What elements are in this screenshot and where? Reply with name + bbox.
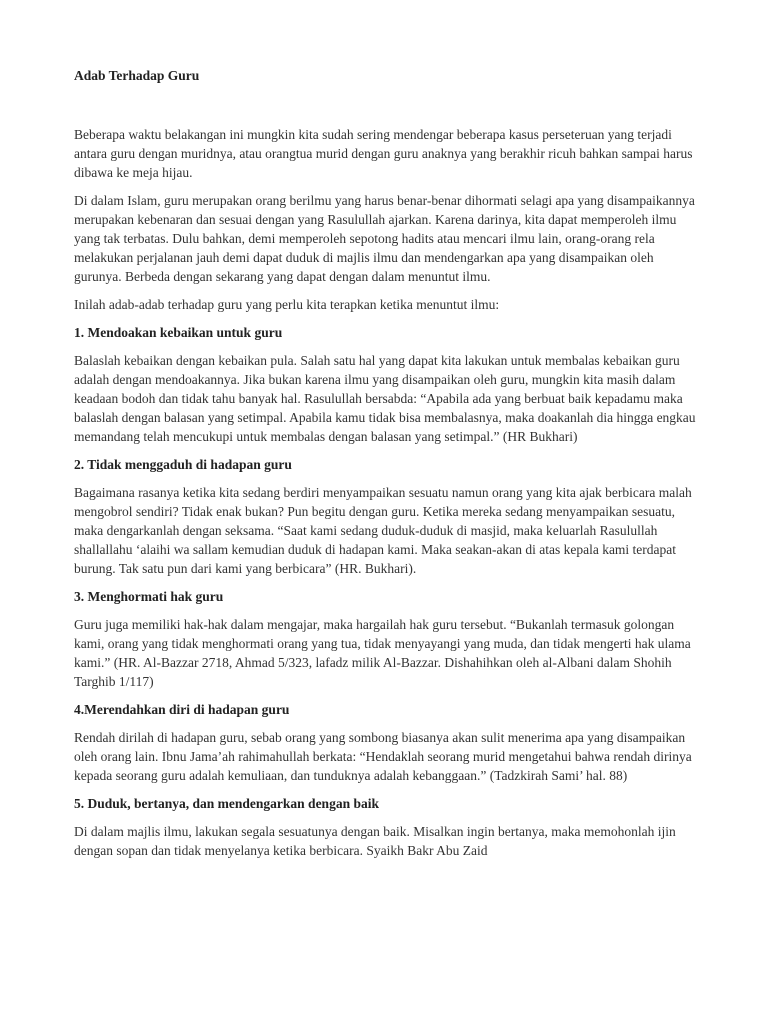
section-heading-3: 3. Menghormati hak guru bbox=[74, 589, 224, 604]
section-heading-2: 2. Tidak menggaduh di hadapan guru bbox=[74, 457, 292, 472]
paragraph-section-5: Di dalam majlis ilmu, lakukan segala sesuatunya dengan baik. Misalkan ingin bertanya, maka memohonlah ijin dengan sopan dan tidak menyelanya ketika berbicara. Syaikh Bakr Abu Zaid bbox=[74, 824, 676, 858]
section-heading-5: 5. Duduk, bertanya, dan mendengarkan dengan baik bbox=[74, 796, 379, 811]
paragraph-section-4: Rendah dirilah di hadapan guru, sebab orang yang sombong biasanya akan sulit menerima apa yang disampaikan oleh orang lain. Ibnu Jama’ah rahimahullah berkata: “Hendaklah seorang murid mengetahui bahwa rendah dirinya kepada seorang guru adalah kemuliaan, dan tunduknya adalah kebanggaan.” (Tadzkirah Sami’ hal. 88) bbox=[74, 730, 692, 783]
section-heading-4: 4.Merendahkan diri di hadapan guru bbox=[74, 702, 290, 717]
paragraph-islam-guru: Di dalam Islam, guru merupakan orang berilmu yang harus benar-benar dihormati selagi apa yang disampaikannya merupakan kebenaran dan sesuai dengan yang Rasulullah ajarkan. Karena darinya, kita dapat memperoleh ilmu yang tak terbatas. Dulu bahkan, demi memperoleh sepotong hadits atau mencari ilmu lain, orang-orang rela melakukan perjalanan jauh demi dapat duduk di majlis ilmu dan mendengarkan apa yang disampaikan oleh gurunya. Berbeda dengan sekarang yang dapat dengan dalam menuntut ilmu. bbox=[74, 193, 695, 284]
document-page bbox=[74, 66, 702, 869]
paragraph-section-2: Bagaimana rasanya ketika kita sedang berdiri menyampaikan sesuatu namun orang yang kita ajak berbicara malah mengobrol sendiri? Tidak enak bukan? Pun begitu dengan guru. Ketika mereka sedang menyampaikan sesuatu, maka dengarkanlah dengan seksama. “Saat kami sedang duduk-duduk di masjid, maka keluarlah Rasulullah shallallahu ‘alaihi wa sallam kemudian duduk di hadapan kami. Maka seakan-akan di atas kepala kami terdapat burung. Tak satu pun dari kami yang berbicara” (HR. Bukhari). bbox=[74, 485, 692, 576]
paragraph-section-3: Guru juga memiliki hak-hak dalam mengajar, maka hargailah hak guru tersebut. “Bukanlah termasuk golongan kami, orang yang tidak menghormati orang yang tua, tidak menyayangi yang muda, dan tidak mengerti hak ulama kami.” (HR. Al-Bazzar 2718, Ahmad 5/323, lafadz milik Al-Bazzar. Dishahihkan oleh al-Albani dalam Shohih Targhib 1/117) bbox=[74, 617, 691, 689]
paragraph-section-1: Balaslah kebaikan dengan kebaikan pula. Salah satu hal yang dapat kita lakukan untuk membalas kebaikan guru adalah dengan mendoakannya. Jika bukan karena ilmu yang disampaikan oleh guru, mungkin kita masih dalam keadaan bodoh dan tidak tahu banyak hal. Rasulullah bersabda: “Apabila ada yang berbuat baik kepadamu maka balaslah dengan balasan yang setimpal. Apabila kamu tidak bisa membalasnya, maka doakanlah dia hingga engkau memandang telah mencukupi untuk membalas dengan balasan yang setimpal.” (HR Bukhari) bbox=[74, 353, 696, 444]
paragraph-intro: Beberapa waktu belakangan ini mungkin kita sudah sering mendengar beberapa kasus perseteruan yang terjadi antara guru dengan muridnya, atau orangtua murid dengan guru anaknya yang berakhir ricuh bahkan sampai harus dibawa ke meja hijau. bbox=[74, 127, 693, 180]
paragraph-adab-list-intro: Inilah adab-adab terhadap guru yang perlu kita terapkan ketika menuntut ilmu: bbox=[74, 297, 500, 312]
section-heading-1: 1. Mendoakan kebaikan untuk guru bbox=[74, 325, 283, 340]
document-title: Adab Terhadap Guru bbox=[74, 68, 200, 83]
